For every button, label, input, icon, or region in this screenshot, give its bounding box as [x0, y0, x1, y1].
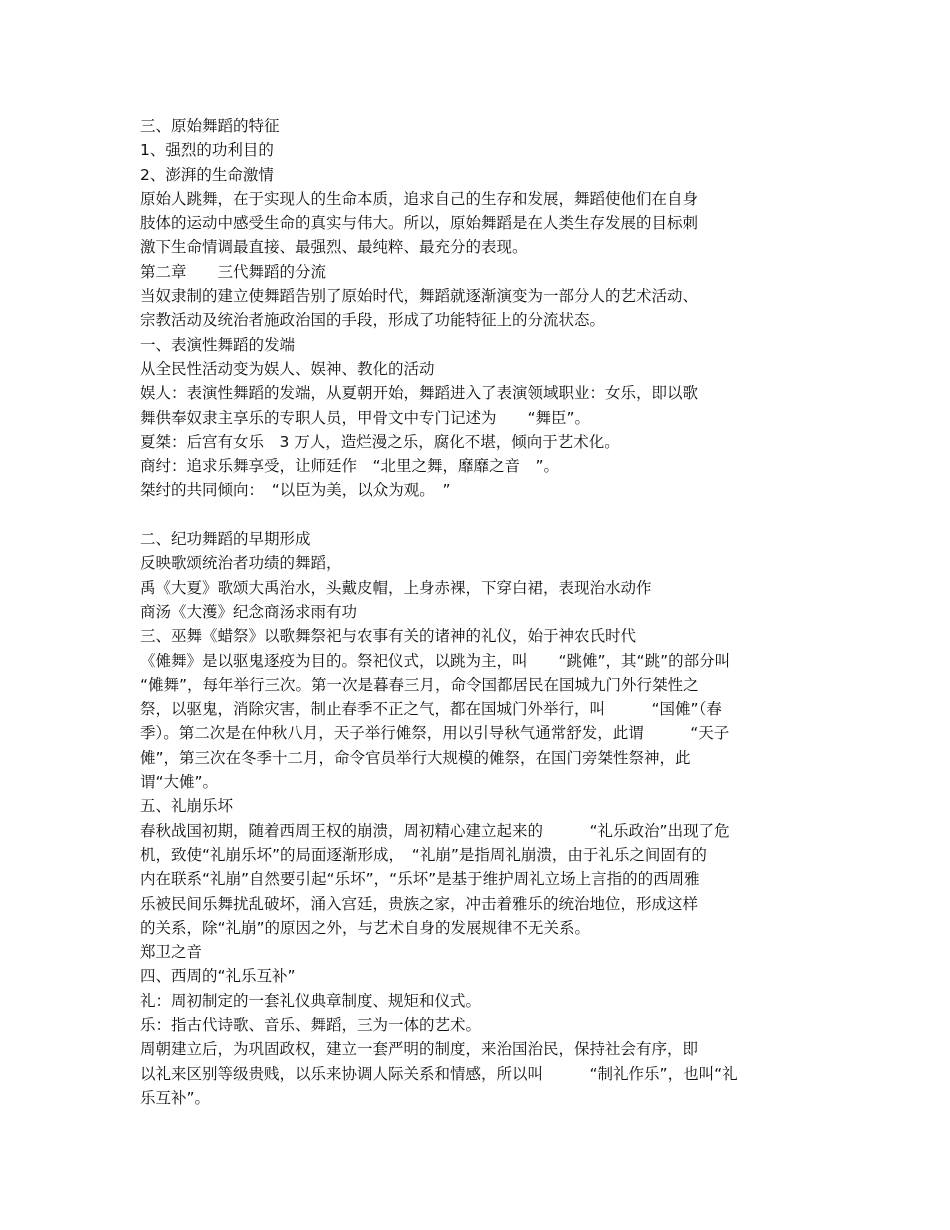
- document-body: [140, 114, 830, 1110]
- text-line: 一、表演性舞蹈的发端: [140, 335, 296, 354]
- text-line: 商汤《大濩》纪念商汤求雨有功: [140, 602, 358, 621]
- text-line: 二、纪功舞蹈的早期形成: [140, 530, 311, 549]
- text-line: 三、巫舞《蜡祭》以歌舞祭祀与农事有关的诸神的礼仪，始于神农氏时代: [140, 627, 637, 646]
- text-line: 娱人：表演性舞蹈的发端，从夏朝开始，舞蹈进入了表演领域职业：女乐，即以歌: [140, 384, 699, 403]
- text-line: 从全民性活动变为娱人、娱神、教化的活动: [140, 359, 435, 378]
- text-line: 机，致使“礼崩乐坏”的局面逐渐形成， “礼崩”是指周礼崩溃，由于礼乐之间固有的: [140, 845, 707, 864]
- text-line: 《傩舞》是以驱鬼逐疫为目的。祭祀仪式，以跳为主，叫 “跳傩”，其“跳”的部分叫: [140, 651, 731, 670]
- text-line: 春秋战国初期，随着西周王权的崩溃，周初精心建立起来的 “礼乐政治”出现了危: [140, 821, 730, 840]
- text-line: 激下生命情调最直接、最强烈、最纯粹、最充分的表现。: [140, 238, 528, 257]
- text-line: 舞供奉奴隶主享乐的专职人员，甲骨文中专门记述为 “舞臣”。: [140, 408, 591, 427]
- text-line: 四、西周的“礼乐互补”: [140, 967, 296, 986]
- text-line: 原始人跳舞，在于实现人的生命本质，追求自己的生存和发展，舞蹈使他们在自身: [140, 189, 699, 208]
- text-line: 夏桀：后宫有女乐 3 万人，造烂漫之乐，腐化不堪，倾向于艺术化。: [140, 432, 620, 451]
- text-line: 商纣：追求乐舞享受，让师廷作 “北里之舞，靡靡之音 ”。: [140, 457, 560, 476]
- text-line: 祭，以驱鬼，消除灾害，制止春季不正之气，都在国城门外举行，叫 “国傩”（春: [140, 700, 722, 719]
- text-line: 礼：周初制定的一套礼仪典章制度、规矩和仪式。: [140, 991, 482, 1010]
- text-line: 乐互补”。: [140, 1088, 211, 1107]
- text-line: 禹《大夏》歌颂大禹治水，头戴皮帽，上身赤裸，下穿白裙，表现治水动作: [140, 578, 652, 597]
- text-line: 三、原始舞蹈的特征: [140, 117, 280, 135]
- text-line: 乐被民间乐舞扰乱破坏，涌入宫廷，贵族之家，冲击着雅乐的统治地位，形成这样: [140, 894, 699, 913]
- text-line: 桀纣的共同倾向： “以臣为美，以众为观。 ”: [140, 481, 451, 500]
- text-line: 乐：指古代诗歌、音乐、舞蹈，三为一体的艺术。: [140, 1015, 482, 1034]
- text-line: 第二章 三代舞蹈的分流: [140, 262, 327, 281]
- text-line: 内在联系“礼崩”自然要引起“乐坏”，“乐坏”是基于维护周礼立场上言指的的西周雅: [140, 870, 700, 889]
- text-line: “傩舞”，每年举行三次。第一次是暮春三月，命令国都居民在国城九门外行桀性之: [140, 675, 699, 694]
- text-line: 肢体的运动中感受生命的真实与伟大。所以，原始舞蹈是在人类生存发展的目标刺: [140, 214, 699, 233]
- text-line: 1、强烈的功利目的: [140, 141, 274, 160]
- text-line: 的关系，除“礼崩”的原因之外，与艺术自身的发展规律不无关系。: [140, 918, 591, 937]
- text-line: 宗教活动及统治者施政治国的手段，形成了功能特征上的分流状态。: [140, 311, 606, 330]
- text-line: 谓“大傩”。: [140, 773, 219, 792]
- text-line: 2、澎湃的生命激情: [140, 165, 274, 184]
- text-line: 郑卫之音: [140, 943, 203, 962]
- text-line: 周朝建立后，为巩固政权，建立一套严明的制度，来治国治民，保持社会有序，即: [140, 1040, 699, 1059]
- text-line: 反映歌颂统治者功绩的舞蹈，: [140, 554, 342, 573]
- text-line: 傩”，第三次在冬季十二月，命令官员举行大规模的傩祭，在国门旁桀性祭神，此: [140, 748, 691, 767]
- text-line: 季）。第二次是在仲秋八月，天子举行傩祭，用以引导秋气通常舒发，此谓 “天子: [140, 724, 730, 743]
- text-line: 当奴隶制的建立使舞蹈告别了原始时代，舞蹈就逐渐演变为一部分人的艺术活动、: [140, 287, 699, 306]
- text-line: 以礼来区别等级贵贱，以乐来协调人际关系和情感，所以叫 “制礼作乐”，也叫“礼: [140, 1064, 738, 1083]
- blank-line: [140, 503, 830, 527]
- text-line: 五、礼崩乐坏: [140, 797, 234, 816]
